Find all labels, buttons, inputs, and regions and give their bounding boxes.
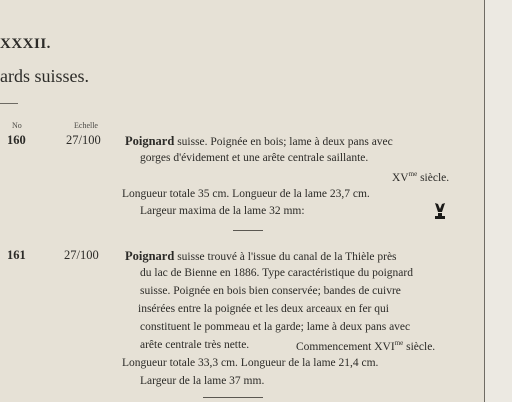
entry-century	[392, 170, 449, 184]
entry-description-line: arête centrale très nette.	[140, 339, 250, 351]
entry-scale: 27/100	[64, 248, 99, 262]
century-sup: me	[408, 170, 418, 178]
plate-number: XXXII.	[0, 36, 51, 52]
century-word: siècle.	[417, 172, 450, 184]
entry-description-line	[125, 249, 397, 264]
entry-description-line: suisse. Poignée en bois bien conservée; bandes de cuivre	[140, 285, 401, 297]
dagger-icon	[434, 202, 446, 222]
entry-text: suisse trouvé à l'issue du canal de la Thièle près	[174, 251, 397, 263]
entry-description-line: insérées entre la poignée et les deux arceaux en fer qui	[138, 303, 389, 315]
entry-divider	[233, 230, 263, 231]
entry-scale: 27/100	[66, 133, 101, 147]
page-margin-strip	[485, 0, 512, 402]
column-header-scale: Echelle	[74, 121, 98, 130]
entry-description-line: gorges d'évidement et une arête centrale saillante.	[140, 152, 369, 164]
entry-divider	[203, 397, 263, 398]
entry-name: Poignard	[125, 134, 175, 148]
century-roman: XV	[392, 172, 409, 184]
entry-measurements: Largeur maxima de la lame 32 mm:	[140, 205, 305, 217]
plate-title: ards suisses.	[0, 66, 89, 86]
entry-number: 161	[7, 248, 26, 262]
entry-measurements: Largeur de la lame 37 mm.	[140, 375, 265, 387]
page-edge	[484, 0, 485, 402]
century-sup: me	[394, 339, 404, 347]
entry-number: 160	[7, 133, 26, 147]
century-prefix: Commencement XVI	[296, 341, 395, 353]
entry-measurements: Longueur totale 33,3 cm. Longueur de la lame 21,4 cm.	[122, 357, 379, 369]
entry-description-line	[125, 134, 393, 149]
entry-text: suisse. Poignée en bois; lame à deux pans avec	[174, 136, 393, 148]
century-word: siècle.	[403, 341, 436, 353]
entry-measurements: Longueur totale 35 cm. Longueur de la lame 23,7 cm.	[122, 188, 370, 200]
entry-description-line: du lac de Bienne en 1886. Type caractéristique du poignard	[140, 267, 413, 279]
title-rule	[0, 103, 18, 104]
column-header-number: No	[12, 121, 22, 130]
entry-description-line: constituent le pommeau et la garde; lame à deux pans avec	[140, 321, 411, 333]
entry-name: Poignard	[125, 249, 175, 263]
entry-century	[296, 339, 435, 353]
